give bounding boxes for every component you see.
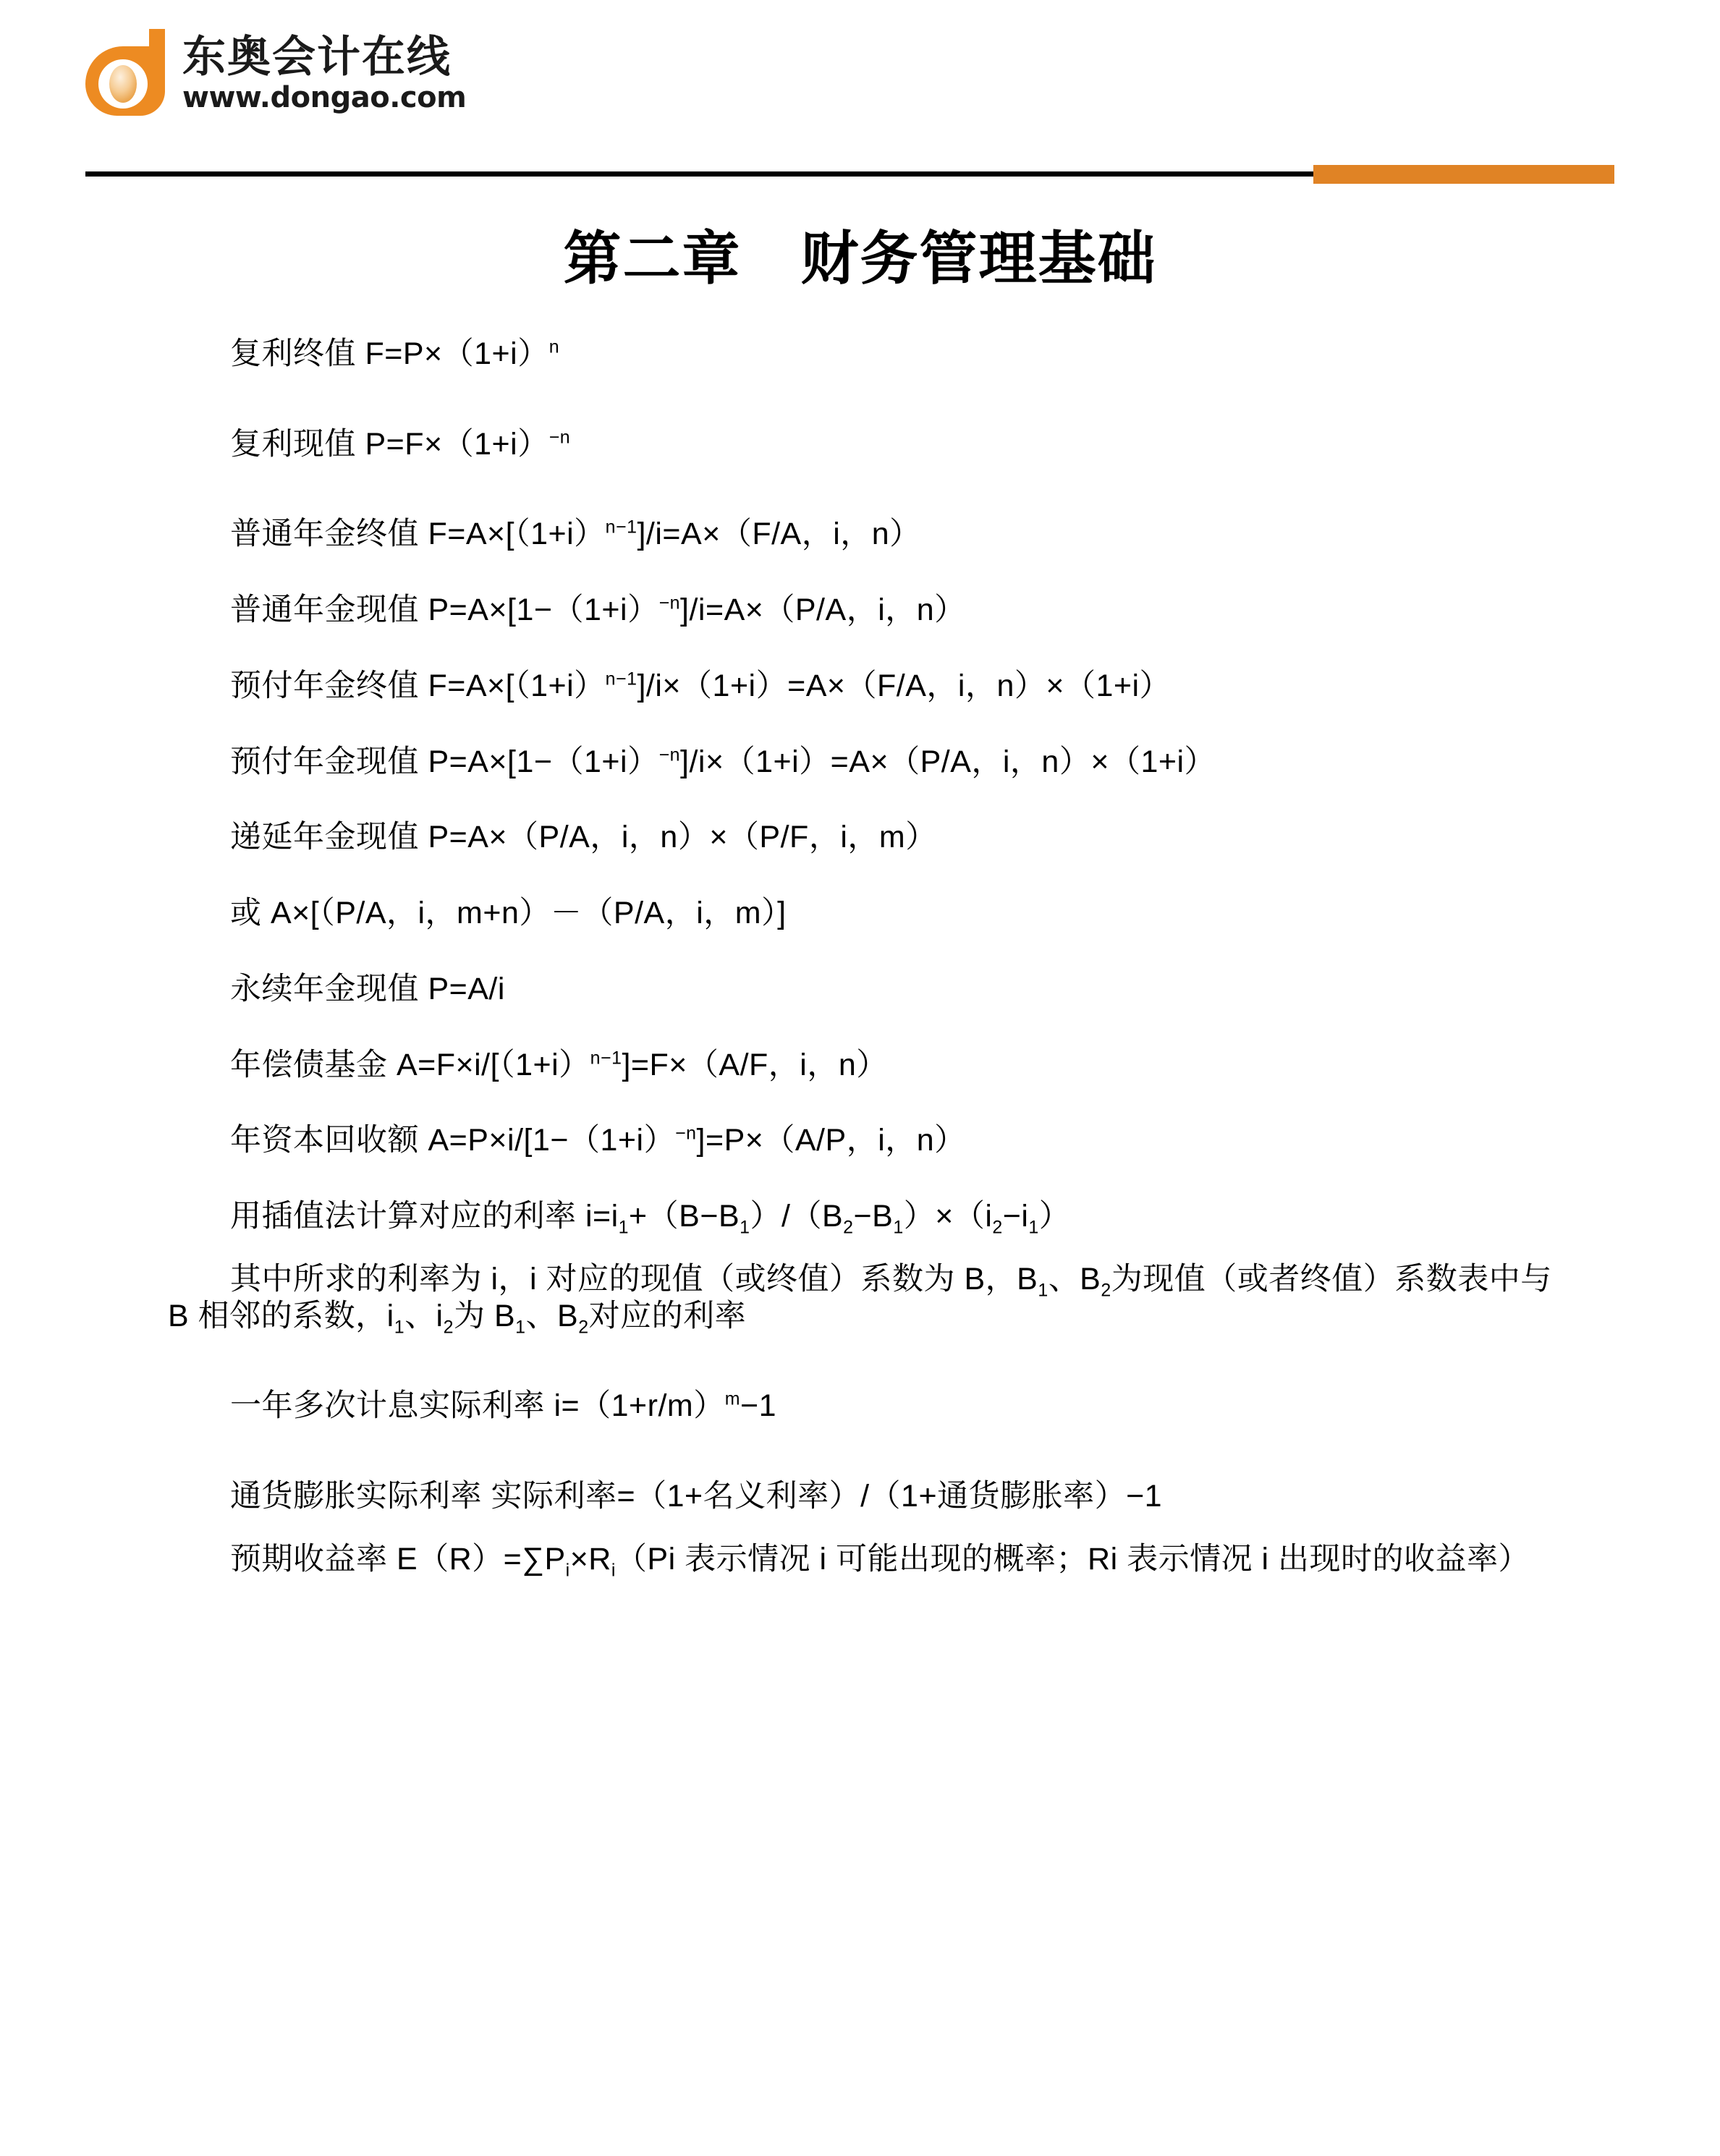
expected-return-expr-c: （Pi 表示情况 i 可能出现的概率；Ri 表示情况 i 出现时的收益率） xyxy=(615,1541,1530,1576)
formula-exponent: −n xyxy=(658,593,681,614)
formula-expr: F=A×[（1+i） xyxy=(428,517,606,552)
note-sub: 2 xyxy=(1101,1280,1111,1301)
interpolation-expr-b: +（B−B xyxy=(629,1199,740,1234)
formula-exponent: −n xyxy=(548,427,571,448)
note-sub: 2 xyxy=(578,1317,589,1338)
formula-line xyxy=(168,1122,1552,1159)
effective-rate-label: 一年多次计息实际利率 xyxy=(230,1388,554,1424)
page-title: 第二章 财务管理基础 xyxy=(563,225,1157,292)
effective-rate-tail: −1 xyxy=(740,1388,777,1424)
effective-rate-line xyxy=(168,1388,1552,1425)
note-sub: 1 xyxy=(515,1317,526,1338)
formula-line xyxy=(168,744,1552,781)
formula-line xyxy=(168,819,1552,856)
interpolation-sub: 1 xyxy=(1028,1217,1039,1238)
formula-expr: A=F×i/[（1+i） xyxy=(396,1047,590,1082)
formula-expr: P=A×[1−（1+i） xyxy=(428,744,659,779)
formula-expr: P=A/i xyxy=(428,971,505,1006)
effective-rate-expr: i=（1+r/m） xyxy=(554,1388,725,1424)
formula-label: 永续年金现值 xyxy=(230,971,428,1006)
formula-expr: A=P×i/[1−（1+i） xyxy=(428,1123,676,1158)
interpolation-expr-a: i=i xyxy=(585,1199,619,1234)
note-part: 其中所求的利率为 i，i 对应的现值（或终值）系数为 B，B xyxy=(230,1261,1038,1296)
formula-label: 年偿债基金 xyxy=(230,1047,397,1082)
formula-line xyxy=(168,592,1552,629)
formula-line xyxy=(168,971,1552,1008)
formula-expr: F=A×[（1+i） xyxy=(428,668,606,703)
formula-line xyxy=(168,668,1552,705)
formula-tail: ]/i=A×（P/A，i，n） xyxy=(680,593,966,628)
brand-website: www.dongao.com xyxy=(182,81,467,114)
inflation-rate-label: 通货膨胀实际利率 xyxy=(230,1479,491,1514)
formula-line xyxy=(168,1047,1552,1084)
formula-label: 普通年金终值 xyxy=(230,517,428,552)
note-part: 对应的利率 xyxy=(588,1298,747,1333)
formula-label: 预付年金现值 xyxy=(230,744,428,779)
formula-expr: P=F×（1+i） xyxy=(365,426,549,462)
inflation-rate-line xyxy=(168,1478,1552,1515)
inflation-rate-expr: 实际利率=（1+名义利率）/（1+通货膨胀率）−1 xyxy=(491,1479,1163,1514)
header-divider-orange-accent xyxy=(1313,165,1614,184)
note-part: 、B xyxy=(525,1298,579,1333)
effective-rate-exponent: m xyxy=(724,1388,741,1409)
interpolation-sub: 2 xyxy=(843,1217,854,1238)
formula-line xyxy=(168,516,1552,553)
formula-label: 或 xyxy=(230,896,271,931)
note-sub: 1 xyxy=(1038,1280,1048,1301)
formula-line xyxy=(168,426,1552,463)
header-divider xyxy=(85,165,1636,187)
brand-name-cn: 东奥会计在线 xyxy=(182,32,452,82)
formula-label: 复利现值 xyxy=(230,426,365,462)
formula-line xyxy=(168,895,1552,932)
formula-exponent: n−1 xyxy=(590,1048,622,1069)
brand-logo xyxy=(85,27,466,116)
interpolation-expr-f: −i xyxy=(1002,1199,1029,1234)
expected-return-line xyxy=(168,1541,1552,1581)
formula-expr: P=A×[1−（1+i） xyxy=(428,593,659,628)
expected-return-sub: i xyxy=(565,1560,570,1581)
formula-tail: ]=F×（A/F，i，n） xyxy=(622,1047,888,1082)
formula-tail: ]=P×（A/P，i，n） xyxy=(696,1123,966,1158)
interpolation-sub: 1 xyxy=(740,1217,750,1238)
interpolation-expr-c: ）/（B xyxy=(750,1199,844,1234)
formula-exponent: −n xyxy=(658,744,681,765)
interpolation-sub: 1 xyxy=(618,1217,630,1238)
document-body xyxy=(0,295,1720,1581)
expected-return-expr-b: ×R xyxy=(569,1541,611,1576)
formula-label: 递延年金现值 xyxy=(230,820,428,855)
interpolation-sub: 1 xyxy=(893,1217,904,1238)
formula-expr: F=P×（1+i） xyxy=(365,336,549,371)
header-divider-black xyxy=(85,171,1316,177)
formula-expr: P=A×（P/A，i，n）×（P/F，i，m） xyxy=(428,820,937,855)
note-part: 、B xyxy=(1048,1261,1101,1296)
note-part: 为 B xyxy=(454,1298,516,1333)
note-sub: 1 xyxy=(394,1317,405,1338)
note-part: 为现值（或者终值）系数表中与 B 相邻的系数，i xyxy=(168,1261,1552,1333)
interpolation-sub: 2 xyxy=(992,1217,1003,1238)
formula-expr: A×[（P/A，i，m+n）－（P/A，i，m）] xyxy=(270,896,787,931)
interpolation-expr-e: ）×（i xyxy=(903,1199,993,1234)
formula-exponent: −n xyxy=(675,1124,697,1145)
formula-tail: ]/i×（1+i）=A×（F/A，i，n）×（1+i） xyxy=(637,668,1172,703)
note-sub: 2 xyxy=(443,1317,454,1338)
formula-label: 预付年金终值 xyxy=(230,668,428,703)
formula-label: 复利终值 xyxy=(230,336,365,371)
formula-line xyxy=(168,336,1552,373)
formula-label: 年资本回收额 xyxy=(230,1123,428,1158)
interpolation-expr-g: ） xyxy=(1038,1199,1071,1234)
formula-tail: ]/i=A×（F/A，i，n） xyxy=(637,517,921,552)
expected-return-label: 预期收益率 xyxy=(230,1541,397,1576)
formula-label: 普通年金现值 xyxy=(230,593,428,628)
expected-return-sub: i xyxy=(611,1560,616,1581)
dongao-d-logo-icon xyxy=(85,27,166,116)
note-part: 、i xyxy=(404,1298,444,1333)
interpolation-note xyxy=(168,1261,1552,1338)
interpolation-formula-line xyxy=(168,1198,1552,1238)
formula-exponent: n−1 xyxy=(605,517,637,538)
formula-tail: ]/i×（1+i）=A×（P/A，i，n）×（1+i） xyxy=(680,744,1216,779)
formula-exponent: n−1 xyxy=(605,669,637,689)
interpolation-label: 用插值法计算对应的利率 xyxy=(230,1199,585,1234)
brand-wordmark xyxy=(182,31,466,112)
expected-return-expr-a: E（R）=∑P xyxy=(396,1541,566,1576)
page-header xyxy=(0,0,1720,181)
formula-exponent: n xyxy=(548,336,560,357)
interpolation-expr-d: −B xyxy=(853,1199,894,1234)
